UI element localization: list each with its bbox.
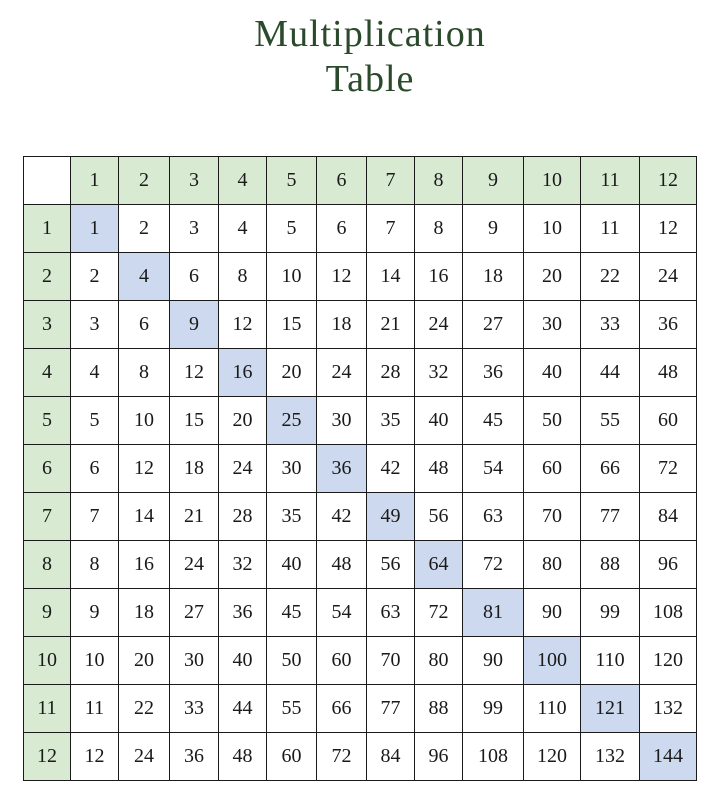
- diagonal-cell: 144: [640, 733, 697, 781]
- product-cell: 84: [640, 493, 697, 541]
- column-header-cell: 8: [415, 157, 463, 205]
- product-cell: 3: [170, 205, 219, 253]
- product-cell: 72: [415, 589, 463, 637]
- table-row: [24, 301, 697, 349]
- product-cell: 132: [581, 733, 640, 781]
- product-cell: 72: [463, 541, 524, 589]
- product-cell: 8: [71, 541, 119, 589]
- product-cell: 4: [219, 205, 267, 253]
- header-row: [24, 157, 697, 205]
- product-cell: 18: [463, 253, 524, 301]
- product-cell: 14: [119, 493, 170, 541]
- product-cell: 30: [524, 301, 581, 349]
- product-cell: 40: [267, 541, 317, 589]
- product-cell: 24: [415, 301, 463, 349]
- product-cell: 9: [463, 205, 524, 253]
- product-cell: 56: [415, 493, 463, 541]
- product-cell: 40: [415, 397, 463, 445]
- product-cell: 60: [640, 397, 697, 445]
- product-cell: 77: [367, 685, 415, 733]
- diagonal-cell: 36: [317, 445, 367, 493]
- product-cell: 30: [170, 637, 219, 685]
- product-cell: 12: [170, 349, 219, 397]
- column-header-cell: 4: [219, 157, 267, 205]
- product-cell: 8: [415, 205, 463, 253]
- product-cell: 48: [415, 445, 463, 493]
- product-cell: 4: [71, 349, 119, 397]
- diagonal-cell: 64: [415, 541, 463, 589]
- product-cell: 54: [317, 589, 367, 637]
- product-cell: 42: [317, 493, 367, 541]
- product-cell: 110: [524, 685, 581, 733]
- column-header-cell: 6: [317, 157, 367, 205]
- product-cell: 120: [524, 733, 581, 781]
- product-cell: 50: [267, 637, 317, 685]
- table-row: [24, 397, 697, 445]
- table-row: [24, 637, 697, 685]
- product-cell: 21: [367, 301, 415, 349]
- diagonal-cell: 25: [267, 397, 317, 445]
- product-cell: 5: [71, 397, 119, 445]
- diagonal-cell: 49: [367, 493, 415, 541]
- diagonal-cell: 81: [463, 589, 524, 637]
- column-header-cell: 11: [581, 157, 640, 205]
- product-cell: 24: [317, 349, 367, 397]
- product-cell: 10: [524, 205, 581, 253]
- product-cell: 45: [267, 589, 317, 637]
- product-cell: 70: [367, 637, 415, 685]
- row-header-cell: 9: [24, 589, 71, 637]
- product-cell: 36: [463, 349, 524, 397]
- product-cell: 50: [524, 397, 581, 445]
- product-cell: 77: [581, 493, 640, 541]
- product-cell: 9: [71, 589, 119, 637]
- page-title: [0, 12, 722, 102]
- product-cell: 12: [219, 301, 267, 349]
- column-header-cell: 3: [170, 157, 219, 205]
- product-cell: 21: [170, 493, 219, 541]
- product-cell: 18: [119, 589, 170, 637]
- corner-cell: [24, 157, 71, 205]
- product-cell: 20: [219, 397, 267, 445]
- row-header-cell: 12: [24, 733, 71, 781]
- product-cell: 54: [463, 445, 524, 493]
- row-header-cell: 10: [24, 637, 71, 685]
- product-cell: 22: [119, 685, 170, 733]
- product-cell: 56: [367, 541, 415, 589]
- product-cell: 12: [640, 205, 697, 253]
- column-header-cell: 1: [71, 157, 119, 205]
- product-cell: 8: [219, 253, 267, 301]
- product-cell: 16: [415, 253, 463, 301]
- table-row: [24, 733, 697, 781]
- product-cell: 90: [463, 637, 524, 685]
- table-row: [24, 205, 697, 253]
- product-cell: 27: [170, 589, 219, 637]
- product-cell: 11: [581, 205, 640, 253]
- product-cell: 45: [463, 397, 524, 445]
- product-cell: 96: [640, 541, 697, 589]
- column-header-cell: 5: [267, 157, 317, 205]
- product-cell: 36: [219, 589, 267, 637]
- table-row: [24, 445, 697, 493]
- product-cell: 88: [581, 541, 640, 589]
- column-header-cell: 12: [640, 157, 697, 205]
- diagonal-cell: 100: [524, 637, 581, 685]
- column-header-cell: 2: [119, 157, 170, 205]
- row-header-cell: 8: [24, 541, 71, 589]
- row-header-cell: 4: [24, 349, 71, 397]
- product-cell: 2: [71, 253, 119, 301]
- multiplication-table: [23, 156, 697, 781]
- row-header-cell: 7: [24, 493, 71, 541]
- product-cell: 33: [581, 301, 640, 349]
- diagonal-cell: 16: [219, 349, 267, 397]
- product-cell: 99: [581, 589, 640, 637]
- product-cell: 88: [415, 685, 463, 733]
- column-header-cell: 9: [463, 157, 524, 205]
- column-header-cell: 10: [524, 157, 581, 205]
- product-cell: 24: [119, 733, 170, 781]
- row-header-cell: 1: [24, 205, 71, 253]
- product-cell: 36: [640, 301, 697, 349]
- product-cell: 20: [119, 637, 170, 685]
- row-header-cell: 6: [24, 445, 71, 493]
- product-cell: 5: [267, 205, 317, 253]
- product-cell: 55: [581, 397, 640, 445]
- product-cell: 63: [463, 493, 524, 541]
- table-row: [24, 253, 697, 301]
- table-row: [24, 685, 697, 733]
- table-row: [24, 493, 697, 541]
- product-cell: 84: [367, 733, 415, 781]
- product-cell: 80: [415, 637, 463, 685]
- diagonal-cell: 1: [71, 205, 119, 253]
- title-line-2: Table: [325, 58, 415, 100]
- product-cell: 7: [367, 205, 415, 253]
- product-cell: 44: [581, 349, 640, 397]
- product-cell: 8: [119, 349, 170, 397]
- product-cell: 72: [640, 445, 697, 493]
- product-cell: 35: [267, 493, 317, 541]
- product-cell: 80: [524, 541, 581, 589]
- product-cell: 16: [119, 541, 170, 589]
- table-row: [24, 349, 697, 397]
- table-row: [24, 541, 697, 589]
- product-cell: 12: [71, 733, 119, 781]
- product-cell: 6: [71, 445, 119, 493]
- product-cell: 60: [267, 733, 317, 781]
- row-header-cell: 11: [24, 685, 71, 733]
- product-cell: 99: [463, 685, 524, 733]
- product-cell: 48: [317, 541, 367, 589]
- product-cell: 63: [367, 589, 415, 637]
- product-cell: 6: [170, 253, 219, 301]
- row-header-cell: 5: [24, 397, 71, 445]
- product-cell: 3: [71, 301, 119, 349]
- product-cell: 10: [71, 637, 119, 685]
- product-cell: 44: [219, 685, 267, 733]
- product-cell: 24: [640, 253, 697, 301]
- product-cell: 6: [317, 205, 367, 253]
- product-cell: 72: [317, 733, 367, 781]
- column-header-cell: 7: [367, 157, 415, 205]
- product-cell: 7: [71, 493, 119, 541]
- title-line-1: Multiplication: [254, 13, 486, 55]
- product-cell: 12: [119, 445, 170, 493]
- product-cell: 32: [219, 541, 267, 589]
- product-cell: 32: [415, 349, 463, 397]
- product-cell: 6: [119, 301, 170, 349]
- product-cell: 28: [367, 349, 415, 397]
- product-cell: 10: [119, 397, 170, 445]
- product-cell: 66: [317, 685, 367, 733]
- product-cell: 70: [524, 493, 581, 541]
- product-cell: 108: [640, 589, 697, 637]
- product-cell: 40: [219, 637, 267, 685]
- product-cell: 132: [640, 685, 697, 733]
- diagonal-cell: 4: [119, 253, 170, 301]
- product-cell: 14: [367, 253, 415, 301]
- product-cell: 36: [170, 733, 219, 781]
- product-cell: 27: [463, 301, 524, 349]
- product-cell: 48: [219, 733, 267, 781]
- product-cell: 15: [170, 397, 219, 445]
- product-cell: 40: [524, 349, 581, 397]
- product-cell: 20: [524, 253, 581, 301]
- product-cell: 2: [119, 205, 170, 253]
- product-cell: 55: [267, 685, 317, 733]
- product-cell: 18: [170, 445, 219, 493]
- product-cell: 90: [524, 589, 581, 637]
- diagonal-cell: 9: [170, 301, 219, 349]
- row-header-cell: 3: [24, 301, 71, 349]
- product-cell: 30: [267, 445, 317, 493]
- product-cell: 20: [267, 349, 317, 397]
- product-cell: 28: [219, 493, 267, 541]
- product-cell: 24: [219, 445, 267, 493]
- product-cell: 11: [71, 685, 119, 733]
- product-cell: 48: [640, 349, 697, 397]
- product-cell: 42: [367, 445, 415, 493]
- product-cell: 22: [581, 253, 640, 301]
- product-cell: 96: [415, 733, 463, 781]
- product-cell: 24: [170, 541, 219, 589]
- product-cell: 120: [640, 637, 697, 685]
- product-cell: 10: [267, 253, 317, 301]
- product-cell: 12: [317, 253, 367, 301]
- diagonal-cell: 121: [581, 685, 640, 733]
- product-cell: 35: [367, 397, 415, 445]
- product-cell: 108: [463, 733, 524, 781]
- product-cell: 33: [170, 685, 219, 733]
- product-cell: 30: [317, 397, 367, 445]
- product-cell: 60: [317, 637, 367, 685]
- product-cell: 15: [267, 301, 317, 349]
- row-header-cell: 2: [24, 253, 71, 301]
- product-cell: 110: [581, 637, 640, 685]
- product-cell: 66: [581, 445, 640, 493]
- product-cell: 60: [524, 445, 581, 493]
- product-cell: 18: [317, 301, 367, 349]
- table-row: [24, 589, 697, 637]
